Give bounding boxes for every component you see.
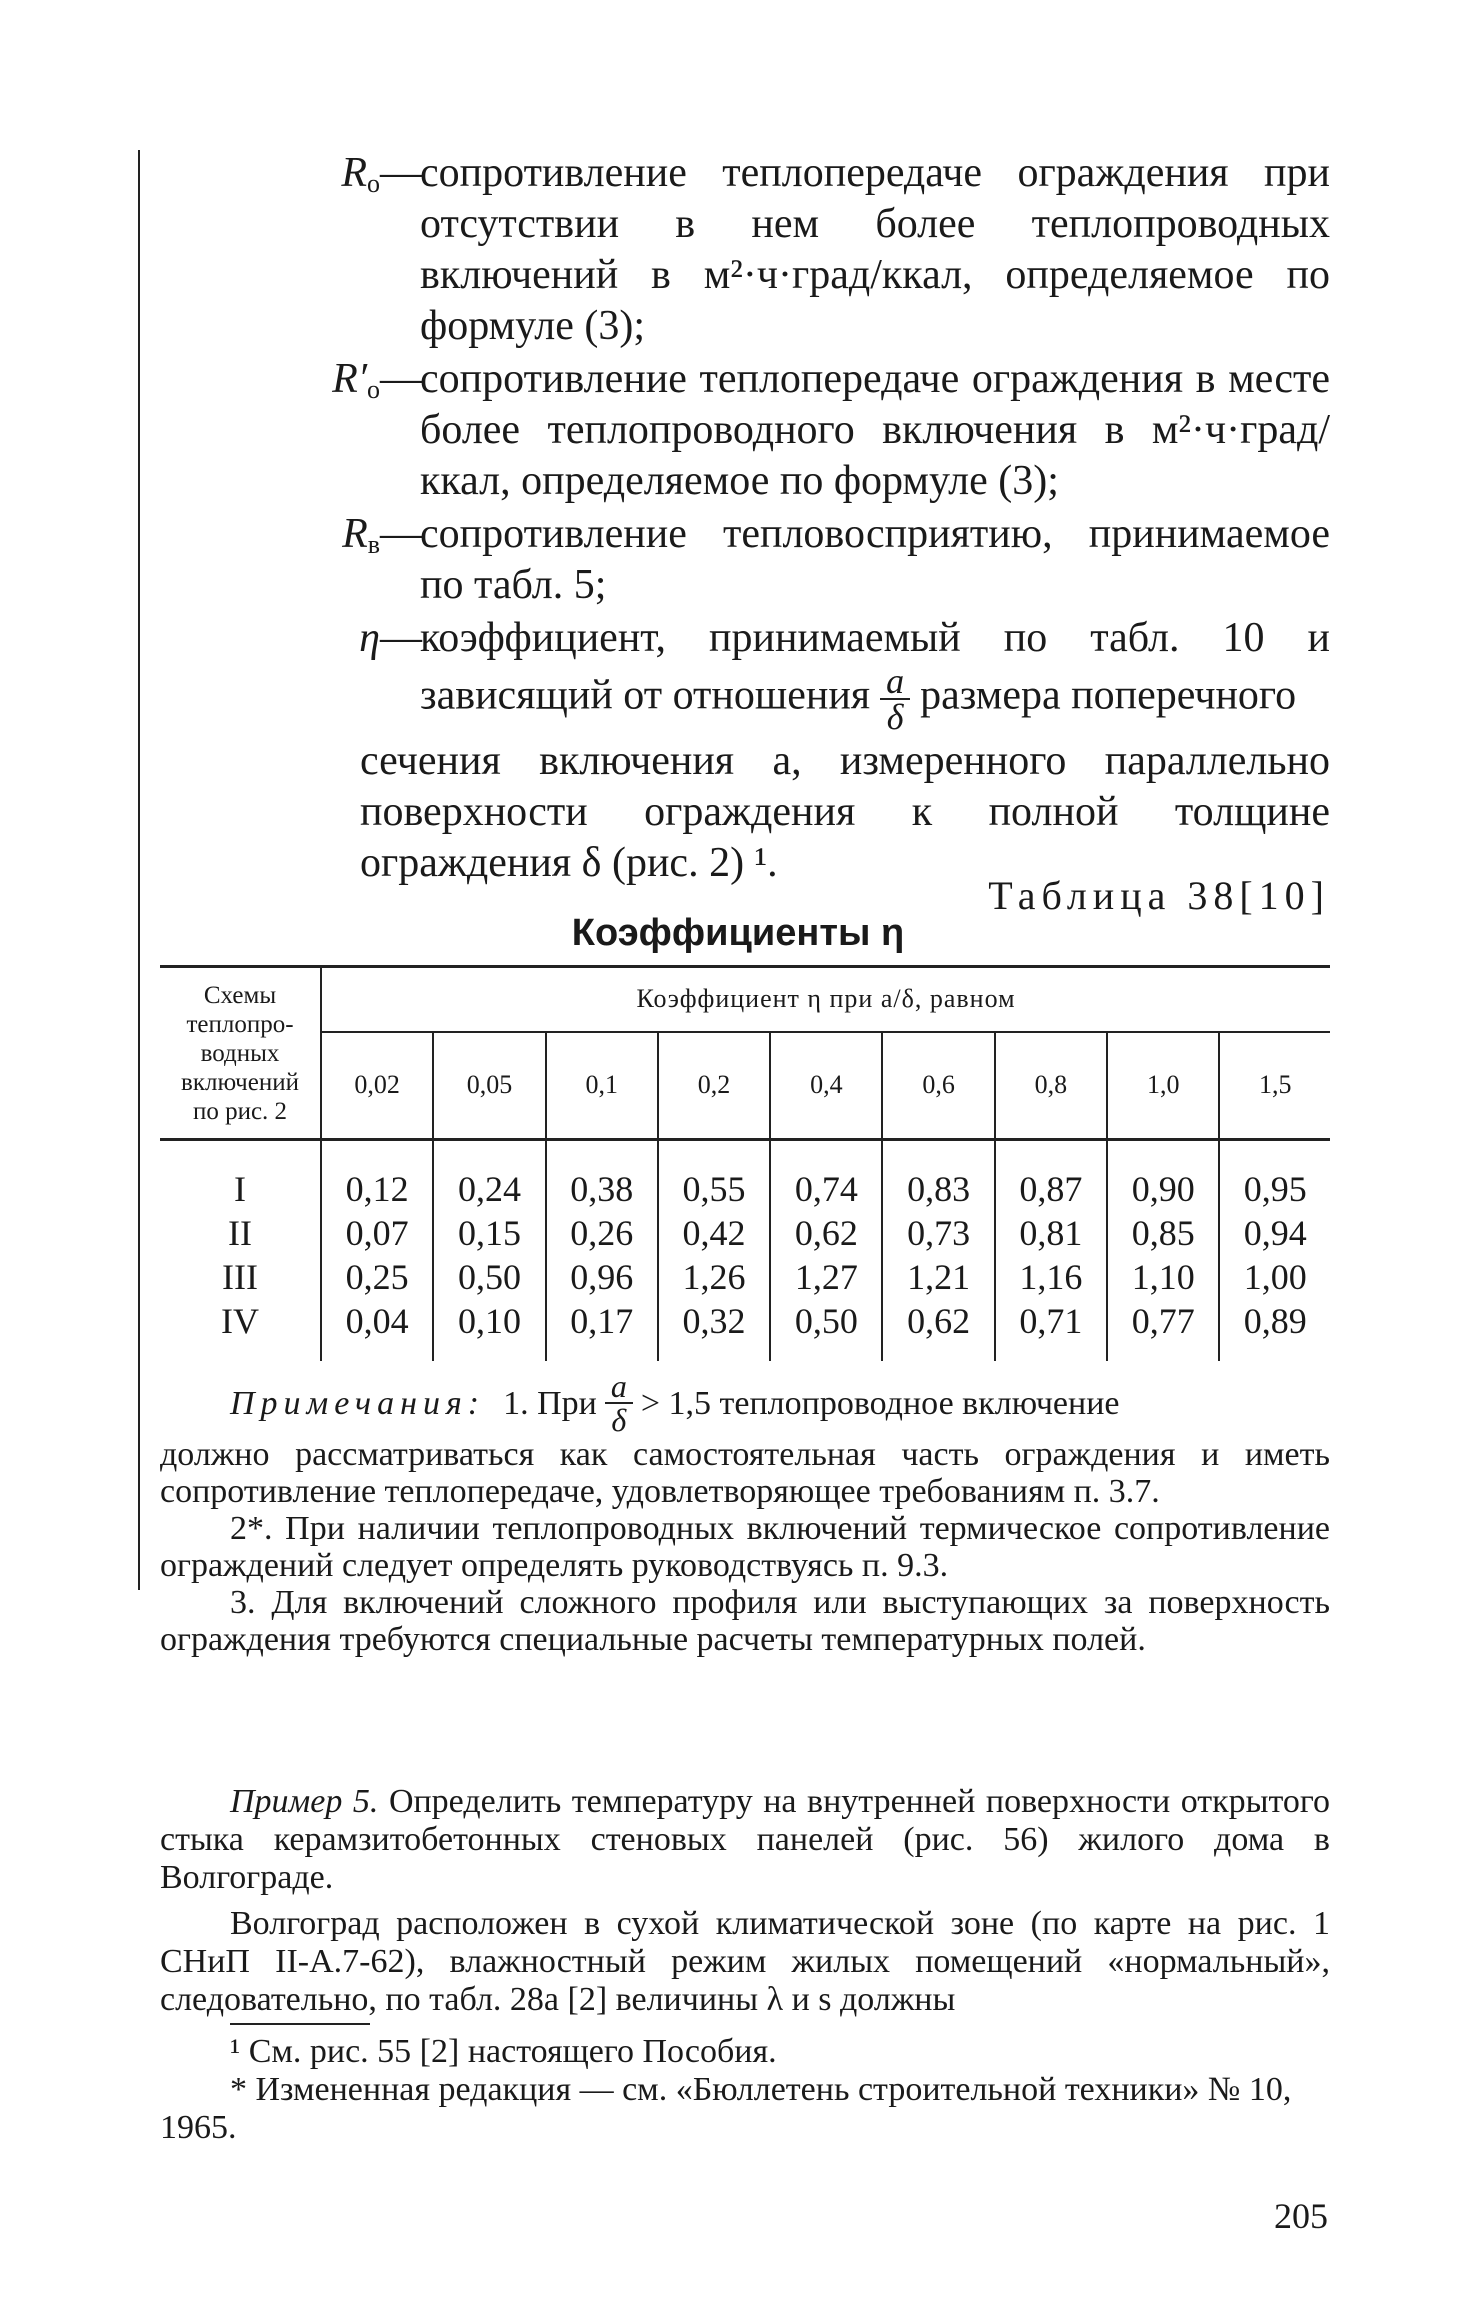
definition-text: сопротивление тепловосприятию, принимаемое по табл. 5; (420, 511, 1330, 608)
value-cell: 0,50 (433, 1255, 545, 1299)
value-cell: 1,16 (995, 1255, 1107, 1299)
table-row (160, 1211, 1330, 1255)
value-cell: 0,74 (770, 1140, 882, 1212)
definition-eta-continuation: сечения включения a, измеренного параллельно поверхности ограждения к полной толщине ограждения δ (рис. 2) ¹. (360, 738, 1330, 886)
note-2: 2*. При наличии теплопроводных включений термическое сопротивление ограждений следует определять руководствуясь п. 9.3. (160, 1510, 1330, 1584)
table-title: Коэффициенты η (571, 912, 905, 954)
value-cell: 0,42 (658, 1211, 770, 1255)
column-header: 0,8 (995, 1032, 1107, 1140)
value-cell: 0,95 (1219, 1140, 1330, 1212)
value-cell: 0,62 (770, 1211, 882, 1255)
value-cell: 0,25 (345, 1257, 409, 1297)
value-cell: 0,10 (433, 1299, 545, 1361)
column-header: 0,1 (546, 1032, 658, 1140)
definition-ro: $R_о$ — сопротивление теплопередаче ограждения при отсутствии в нем более теплопроводных включений в м²·ч·град/ккал, определяемое по формуле (3); (180, 148, 1330, 352)
value-cell: 0,81 (995, 1211, 1107, 1255)
footnotes (160, 2033, 1330, 2147)
value-cell: 0,96 (546, 1255, 658, 1299)
value-cell: 0,85 (1107, 1211, 1219, 1255)
value-cell: 0,55 (658, 1140, 770, 1212)
scheme-cell: I (160, 1140, 321, 1212)
coefficients-table (160, 965, 1330, 1361)
note-3: 3. Для включений сложного профиля или выступающих за поверхность ограждения требуются специальные расчеты температурных полей. (160, 1584, 1330, 1658)
definition-text: коэффициент, принимаемый по табл. 10 и зависящий от отношения $\frac{a}{\delta}$ размера поперечного (420, 615, 1330, 737)
column-header: 0,2 (658, 1032, 770, 1140)
definition-rv: $R_в$ — сопротивление тепловосприятию, принимаемое по табл. 5; (180, 509, 1330, 611)
fraction-a-delta: $\frac{a}{\delta}$ (880, 664, 910, 734)
definition-eta: η — коэффициент, принимаемый по табл. 10 и зависящий от отношения $\frac{a}{\delta}$ размера поперечного (180, 613, 1330, 734)
definition-term: $R_о$ (341, 150, 380, 198)
definition-text: сопротивление теплопередаче ограждения в месте более теплопроводного включения в м²·ч·град/ккал, определяемое по формуле (3); (420, 356, 1330, 504)
scheme-cell: II (160, 1211, 321, 1255)
margin-rule (138, 150, 140, 1590)
value-cell: 0,26 (546, 1211, 658, 1255)
note-1-lead: Примечания: 1. При $\frac{a}{\delta}$ > 1,5 теплопроводное включение (230, 1368, 1120, 1438)
example-label: Пример 5. (230, 1783, 379, 1820)
table-caption: Таблица 38[10] (988, 873, 1330, 918)
column-header: 0,6 (882, 1032, 994, 1140)
definition-term: $R_в$ (342, 511, 380, 559)
value-cell: 0,32 (658, 1299, 770, 1361)
table-row (160, 1255, 1330, 1299)
value-cell: 0,87 (995, 1140, 1107, 1212)
column-header: 1,5 (1219, 1032, 1330, 1140)
column-header: 0,05 (433, 1032, 545, 1140)
scheme-cell: III (160, 1255, 321, 1299)
value-cell: 0,12 (345, 1169, 409, 1209)
value-cell: 0,04 (345, 1301, 409, 1341)
definition-term: η (359, 615, 380, 661)
value-cell: 0,62 (882, 1299, 994, 1361)
value-cell: 0,50 (770, 1299, 882, 1361)
value-cell: 0,73 (882, 1211, 994, 1255)
value-cell: 1,27 (770, 1255, 882, 1299)
footnote-rule (230, 2023, 370, 2025)
value-cell: 1,10 (1107, 1255, 1219, 1299)
value-cell: 1,00 (1219, 1255, 1330, 1299)
value-cell: 0,24 (433, 1140, 545, 1212)
coefficient-group-header: Коэффициент η при a/δ, равном (321, 967, 1330, 1032)
definition-term: $R'_о$ (332, 356, 380, 404)
value-cell: 0,90 (1107, 1140, 1219, 1212)
example-5 (160, 1783, 1330, 2027)
fraction-a-delta: $\frac{a}{\delta}$ (605, 1370, 633, 1436)
example-paragraph-2: Волгоград расположен в сухой климатической зоне (по карте на рис. 1 СНиП II-А.7-62), влажностный режим жилых помещений «нормальный», следовательно, по табл. 28а [2] величины λ и s должны (160, 1905, 1330, 2018)
definitions-list (180, 148, 1330, 889)
notes-label: Примечания: (230, 1384, 486, 1422)
value-cell: 0,83 (882, 1140, 994, 1212)
value-cell: 0,94 (1219, 1211, 1330, 1255)
value-cell: 0,71 (995, 1299, 1107, 1361)
value-cell: 0,17 (546, 1299, 658, 1361)
scheme-column-header: Схемы теплопро- водных включений по рис. 2 (160, 967, 321, 1140)
footnote-1: ¹ См. рис. 55 [2] настоящего Пособия. (230, 2033, 777, 2070)
page-number: 205 (1274, 2196, 1328, 2236)
value-cell: 0,77 (1107, 1299, 1219, 1361)
value-cell: 0,15 (433, 1211, 545, 1255)
value-cell: 1,26 (658, 1255, 770, 1299)
value-cell: 0,38 (546, 1140, 658, 1212)
note-1-text: должно рассматриваться как самостоятельная часть ограждения и иметь сопротивление теплопередаче, удовлетворяющее требованиям п. 3.7. (160, 1436, 1330, 1510)
footnote-2: * Измененная редакция — см. «Бюллетень строительной техники» № 10, 1965. (160, 2071, 1292, 2146)
column-header: 1,0 (1107, 1032, 1219, 1140)
column-header: 0,4 (770, 1032, 882, 1140)
table-row (160, 1299, 1330, 1361)
definition-ro-prime: $R'_о$ — сопротивление теплопередаче ограждения в месте более теплопроводного включения в м²·ч·град/ккал, определяемое по формуле (3); (180, 354, 1330, 507)
table-notes (160, 1370, 1330, 1658)
scheme-cell: IV (160, 1299, 321, 1361)
value-cell: 0,07 (345, 1213, 409, 1253)
table-row (160, 1140, 1330, 1212)
definition-text: сопротивление теплопередаче ограждения при отсутствии в нем более теплопроводных включений в м²·ч·град/ккал, определяемое по формуле (3); (420, 150, 1330, 349)
example-paragraph-1: Пример 5. Определить температуру на внутренней поверхности открытого стыка керамзитобетонных стеновых панелей (рис. 56) жилого дома в Волгограде. (160, 1783, 1331, 1896)
value-cell: 0,89 (1219, 1299, 1330, 1361)
value-cell: 1,21 (882, 1255, 994, 1299)
column-header: 0,02 (321, 1032, 433, 1140)
